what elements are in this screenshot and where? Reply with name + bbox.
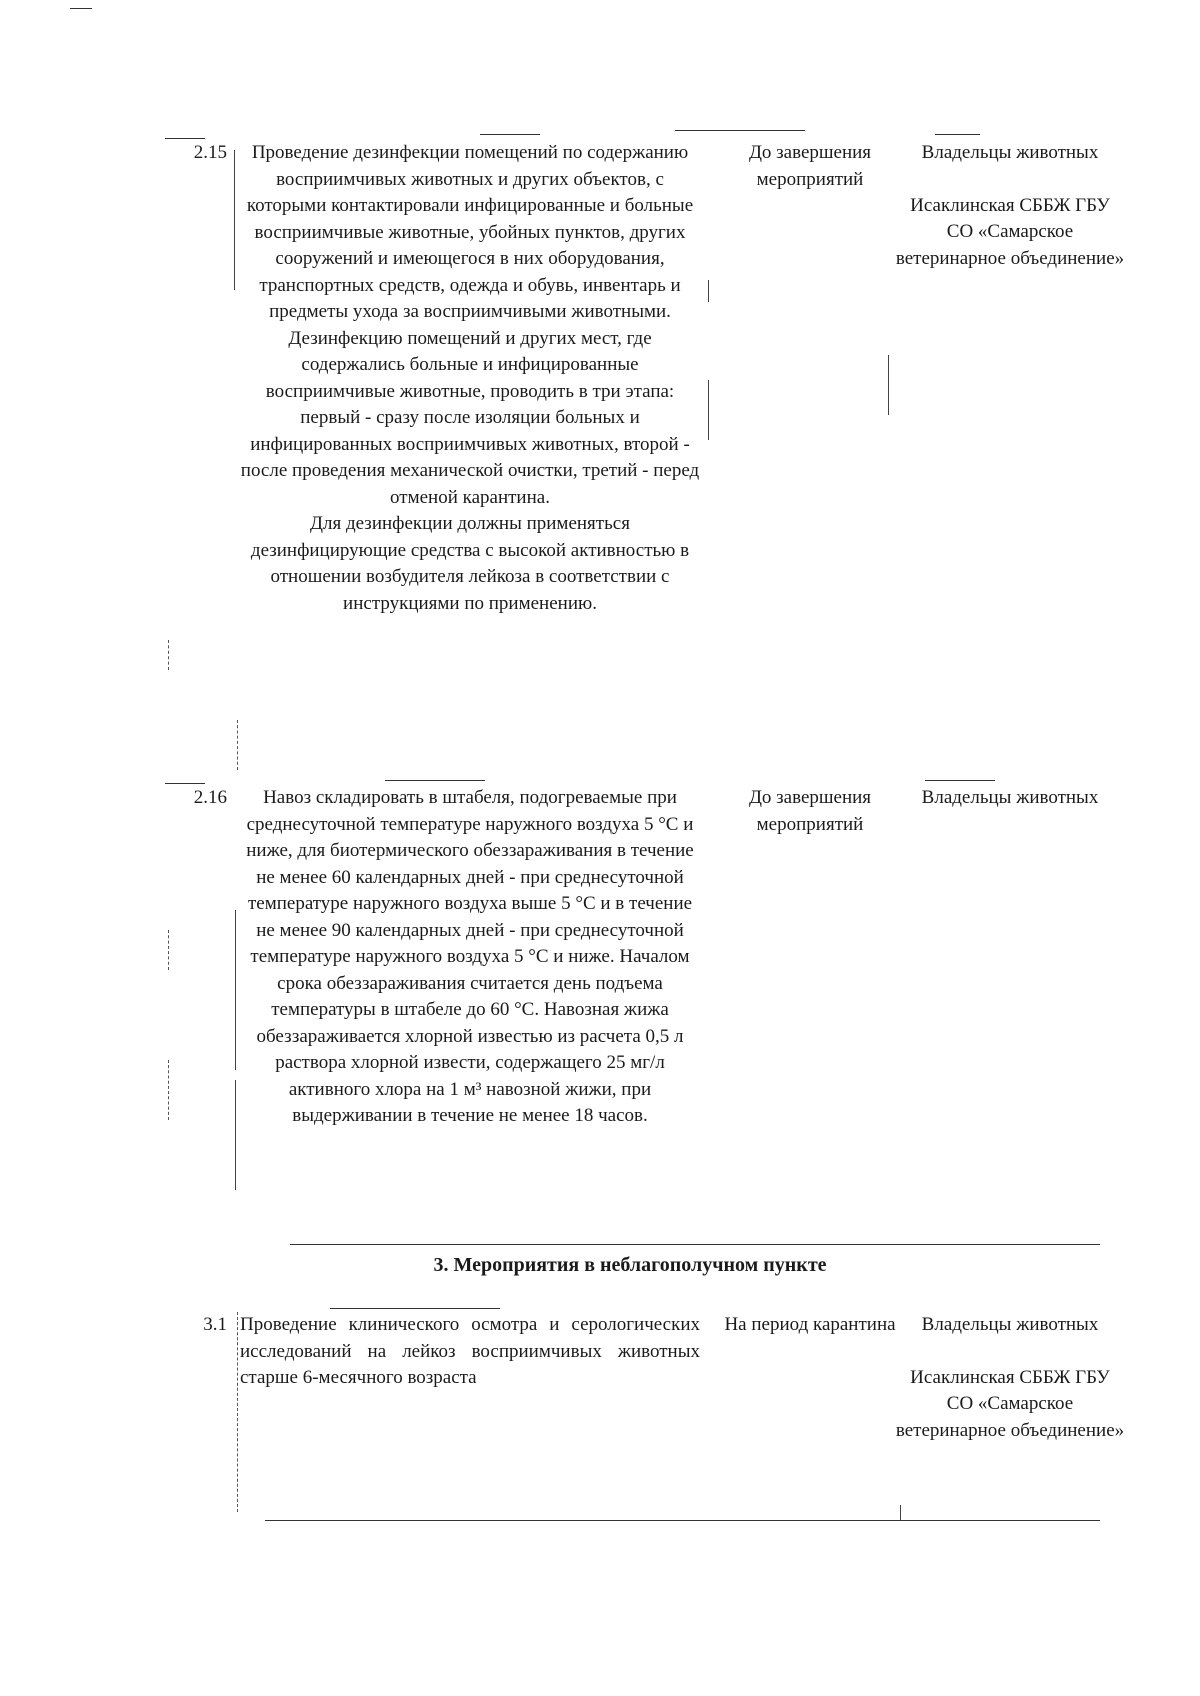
scan-mark	[70, 8, 92, 9]
description-paragraph: Проведение дезинфекции помещений по содержанию восприимчивых животных и других объектов, с которыми контактировали инфицированные и больные восприимчивые животные, убойных пунктов, других сооружений и имеющегося в них оборудования, транспортных средств, одежда и обувь, инвентарь и предметы ухода за восприимчивыми животными.	[246, 142, 694, 322]
table-border	[235, 1080, 236, 1190]
description-paragraph: Проведение клинического осмотра и серологических исследований на лейкоз восприимчивых животных старше 6-месячного возраста	[240, 1314, 700, 1388]
table-rule	[925, 780, 995, 781]
table-rule	[290, 1244, 1100, 1245]
responsible-line: Исаклинская СББЖ ГБУ СО «Самарское ветеринарное объединение»	[895, 194, 1125, 269]
table-rule	[165, 138, 205, 139]
table-rule	[330, 1308, 500, 1309]
row-number: 2.16	[193, 787, 227, 808]
table-rule	[165, 783, 205, 784]
row-term: На период карантина	[724, 1314, 896, 1335]
table-rule	[935, 134, 980, 135]
row-term: До завершения мероприятий	[748, 142, 872, 190]
table-border	[234, 150, 235, 290]
description-paragraph: Навоз складировать в штабеля, подогреваемые при среднесуточной температуре наружного воздуха 5 °С и ниже, для биотермического обеззараживания в течение не менее 60 календарных дней - при среднесуточной температуре наружного воздуха выше 5 °С и в течение не менее 90 календарных дней - при среднесуточной температуре наружного воздуха 5 °С и ниже. Началом срока обеззараживания считается день подъема температуры в штабеле до 60 °С. Навозная жижа обеззараживается хлорной известью из расчета 0,5 л раствора хлорной извести, содержащего 25 мг/л активного хлора на 1 м³ навозной жижи, при выдерживании в течение не менее 18 часов.	[246, 787, 694, 1126]
responsible-line: Владельцы животных	[921, 1314, 1099, 1335]
table-rule	[265, 1520, 1100, 1521]
row-description	[240, 785, 700, 1130]
table-border	[168, 1060, 169, 1120]
row-number: 3.1	[203, 1314, 227, 1335]
responsible-line: Исаклинская СББЖ ГБУ СО «Самарское ветеринарное объединение»	[895, 1366, 1125, 1441]
row-responsible	[895, 1312, 1125, 1444]
table-border	[888, 355, 889, 415]
table-rule	[675, 130, 805, 131]
responsible-line: Владельцы животных	[921, 142, 1099, 163]
table-border	[237, 1312, 238, 1512]
table-border	[168, 930, 169, 970]
section-title: 3. Мероприятия в неблагополучном пункте	[433, 1254, 827, 1276]
row-responsible	[895, 140, 1125, 272]
row-responsible	[895, 785, 1125, 812]
table-border	[708, 280, 709, 302]
row-number: 2.15	[193, 142, 227, 163]
description-paragraph: Дезинфекцию помещений и других мест, где содержались больные и инфицированные восприимчивые животные, проводить в три этапа: первый - сразу после изоляции больных и инфицированных восприимчивых животных, второй - после проведения механической очистки, третий - перед отменой карантина.	[240, 327, 700, 508]
table-border	[235, 910, 236, 1070]
table-border	[237, 720, 238, 770]
responsible-line: Владельцы животных	[921, 787, 1099, 808]
row-description	[240, 1312, 700, 1392]
row-term: До завершения мероприятий	[748, 787, 872, 835]
table-border	[708, 380, 709, 440]
table-border	[900, 1505, 901, 1520]
table-border	[168, 640, 169, 670]
table-rule	[385, 780, 485, 781]
row-description	[240, 140, 700, 617]
table-rule	[480, 134, 540, 135]
description-paragraph: Для дезинфекции должны применяться дезинфицирующие средства с высокой активностью в отношении возбудителя лейкоза в соответствии с инструкциями по применению.	[250, 513, 690, 614]
